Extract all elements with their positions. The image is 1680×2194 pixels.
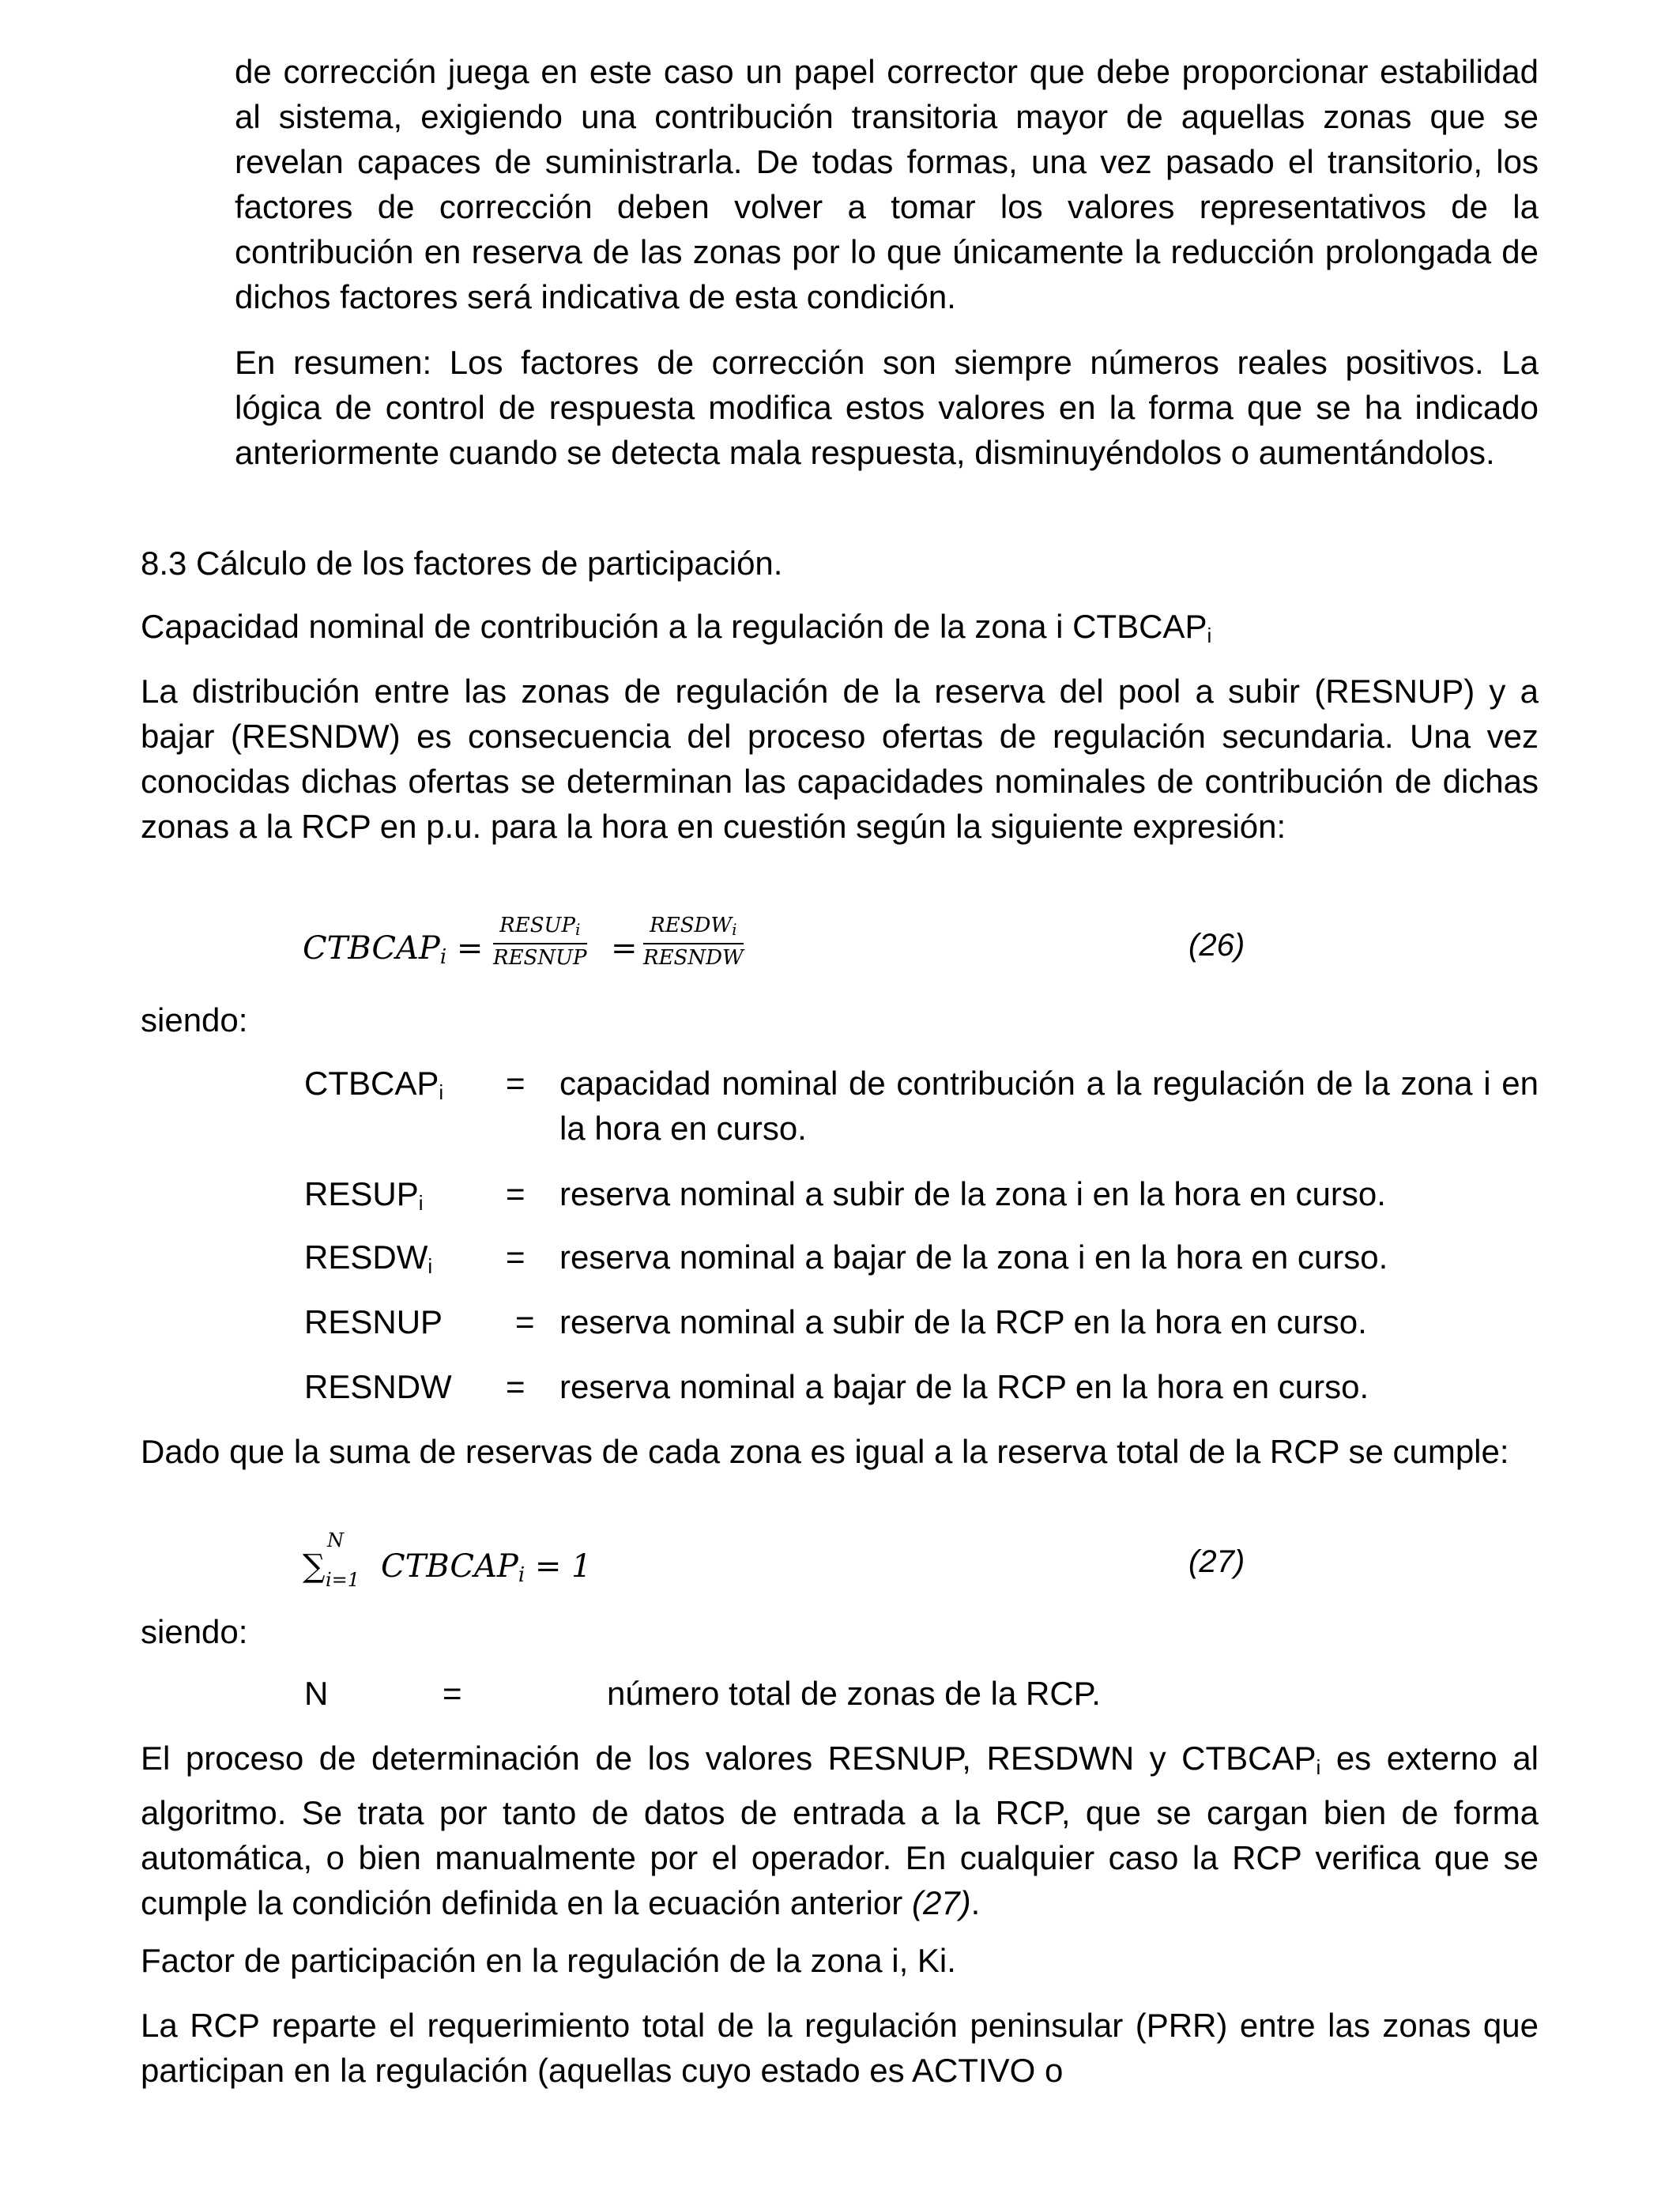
- equation-reference: (27): [911, 1884, 971, 1921]
- eq27-term: $CTBCAP_i = 1$: [381, 1548, 592, 1587]
- def-eq-resnup: =: [515, 1303, 535, 1340]
- def-term-resdw: $RESDW_i$: [304, 1238, 433, 1278]
- def-eq-resup: =: [506, 1175, 525, 1212]
- eq26-fraction-2: $RESDW_i$ RESNDW: [643, 914, 744, 970]
- def-desc-resnup: reserva nominal a subir de la RCP en la hora en curso.: [559, 1303, 1367, 1340]
- paragraph-rcp-distribution: La RCP reparte el requerimiento total de la regulación peninsular (PRR) entre las zonas que participan en la regulación (aquellas cuyo estado es ACTIVO o: [141, 2007, 1539, 2089]
- def-term-resup: $RESUP_i$: [304, 1175, 424, 1215]
- def-term-resndw: RESNDW: [304, 1368, 452, 1405]
- eq27-sigma: ∑: [303, 1548, 326, 1585]
- section-heading: 8.3 Cálculo de los factores de participación.: [141, 545, 783, 582]
- paragraph-summary: En resumen: Los factores de corrección son siempre números reales positivos. La lógica de control de respuesta modifica estos valores en la forma que se ha indicado anteriormente cuando se detecta mala respuesta, disminuyéndolos o aumentándolos.: [235, 344, 1539, 471]
- def-term-n: N: [304, 1675, 329, 1712]
- def-term-ctbcap: $CTBCAP_i$: [304, 1065, 444, 1104]
- def-eq-resdw: =: [506, 1238, 525, 1276]
- siendo-label-2: siendo:: [141, 1613, 248, 1650]
- def-desc-n: número total de zonas de la RCP.: [607, 1675, 1101, 1712]
- factor-heading: Factor de participación en la regulación de la zona i, Ki.: [141, 1942, 956, 1979]
- def-desc-resndw: reserva nominal a bajar de la RCP en la hora en curso.: [559, 1368, 1369, 1405]
- siendo-label-1: siendo:: [141, 1001, 248, 1039]
- capacity-heading: [141, 604, 1211, 658]
- def-eq-resndw: =: [506, 1368, 525, 1405]
- capacity-heading-subscript: i: [1207, 624, 1212, 647]
- def-eq-n: =: [443, 1675, 462, 1712]
- paragraph-sum-reserves: Dado que la suma de reservas de cada zona es igual a la reserva total de la RCP se cumple:: [141, 1433, 1509, 1470]
- def-term-resnup: RESNUP: [304, 1303, 443, 1340]
- def-desc-resdw: reserva nominal a bajar de la zona i en la hora en curso.: [559, 1238, 1388, 1276]
- def-desc-resup: reserva nominal a subir de la zona i en la hora en curso.: [559, 1175, 1386, 1212]
- eq26-fraction-1: $RESUP_i$ RESNUP: [493, 914, 587, 970]
- eq26-label: (26): [1188, 928, 1245, 963]
- paragraph-process: El proceso de determinación de los valores RESNUP, RESDWN y $CTBCAP_i$ es externo al algoritmo. Se trata por tanto de datos de entrada a la RCP, que se cargan bien de forma automática, o bien manualmente por el operador. En cualquier caso la RCP verifica que se cumple la condición definida en la ecuación anterior (27).: [141, 1740, 1539, 1921]
- eq26-equals: =: [611, 930, 638, 967]
- paragraph-distribution: La distribución entre las zonas de regulación de la reserva del pool a subir (RESNUP) y a bajar (RESNDW) es consecuencia del proceso ofertas de regulación secundaria. Una vez conocidas dichas ofertas se determinan las capacidades nominales de contribución de dichas zonas a la RCP en p.u. para la hora en cuestión según la siguiente expresión:: [141, 673, 1539, 845]
- eq26-lhs: $CTBCAP_i$ =: [303, 930, 484, 969]
- eq27-lower-limit: i=1: [326, 1569, 360, 1591]
- capacity-heading-text: Capacidad nominal de contribución a la regulación de la zona i CTBCAP: [141, 608, 1207, 645]
- eq27-label: (27): [1188, 1544, 1245, 1579]
- def-eq-ctbcap: =: [506, 1065, 525, 1102]
- paragraph-correction-role: de corrección juega en este caso un papel corrector que debe proporcionar estabilidad al sistema, exigiendo una contribución transitoria mayor de aquellas zonas que se revelan capaces de suministrarla. De todas formas, una vez pasado el transitorio, los factores de corrección deben volver a tomar los valores representativos de la contribución en reserva de las zonas por lo que únicamente la reducción prolongada de dichos factores será indicativa de esta condición.: [235, 53, 1539, 315]
- def-desc-ctbcap: capacidad nominal de contribución a la regulación de la zona i en la hora en curso.: [559, 1065, 1539, 1147]
- eq27-upper-limit: N: [327, 1529, 344, 1551]
